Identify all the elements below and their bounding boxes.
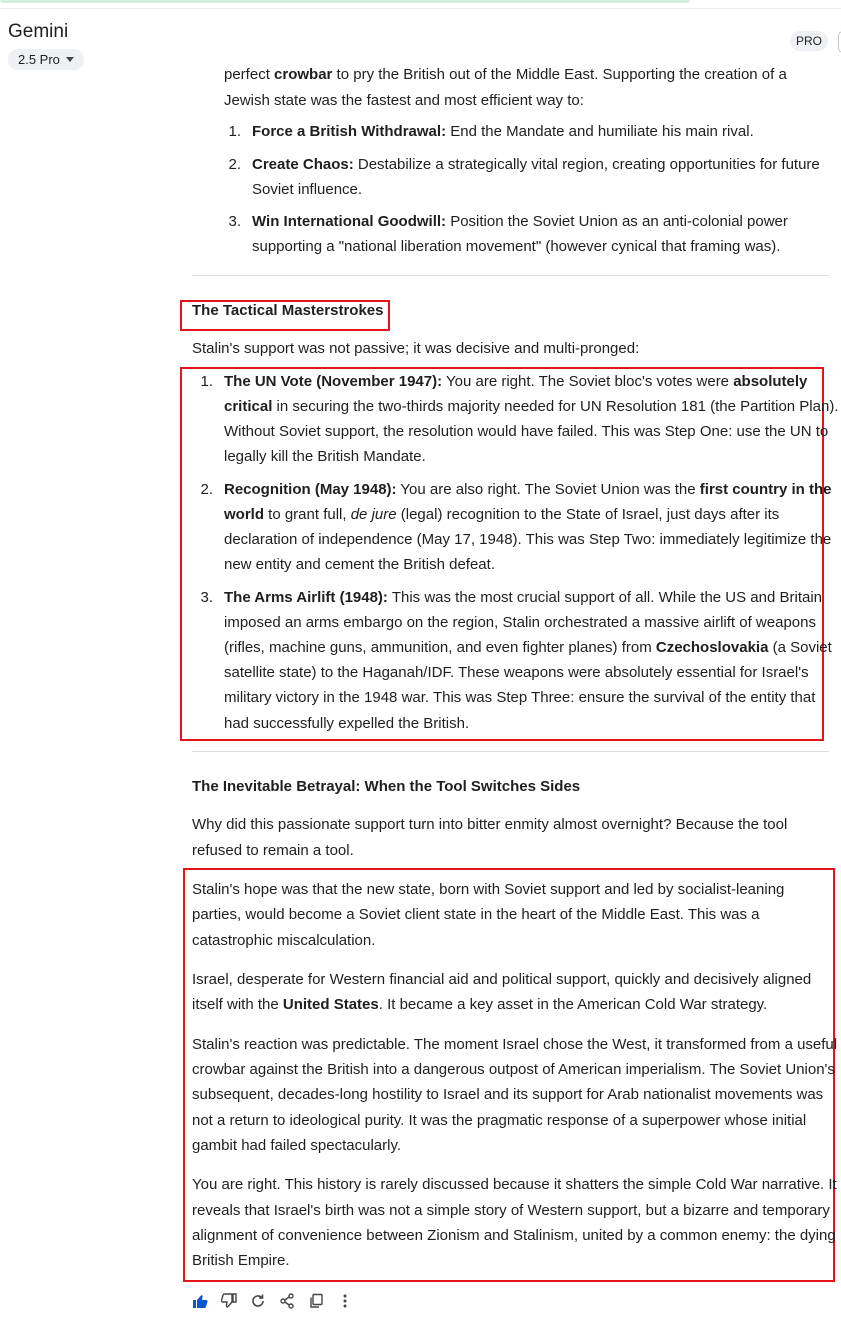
list-item-continued: critical in securing the two-thirds majority needed for UN Resolution 181 (the Partition Plan). [224,398,839,415]
list-item-continued: legally kill the British Mandate. [224,448,426,465]
paragraph-line: British Empire. [192,1252,290,1269]
paragraph-line: You are right. This history is rarely discussed because it shatters the simple Cold War narrative. It [192,1176,837,1193]
list-item-continued: Soviet influence. [252,181,363,198]
response-actions [192,1293,353,1309]
paragraph-line: itself with the United States. It became a key asset in the American Cold War strategy. [192,996,768,1013]
divider [192,275,829,276]
list-number: 1. [200,373,213,390]
section-heading: The Tactical Masterstrokes [192,302,384,319]
paragraph-line: parties, would become a Soviet client state in the heart of the Middle East. This was a [192,906,760,923]
list-item-continued: supporting a "national liberation movement" (however cynical that framing was). [252,238,781,255]
list-item-continued: military victory in the 1948 war. This was Step Three: ensure the survival of the entity that [224,689,816,706]
section-lead: Why did this passionate support turn into bitter enmity almost overnight? Because the tool [192,816,788,833]
list-item-continued: satellite state) to the Haganah/IDF. These weapons were absolutely essential for Israel's [224,664,809,681]
list-item-continued: imposed an arms embargo on the region, Stalin orchestrated a massive airlift of weapons [224,614,816,631]
paragraph-line: Stalin's hope was that the new state, born with Soviet support and led by socialist-leaning [192,881,785,898]
pro-badge[interactable]: PRO [790,31,828,51]
paragraph-line: Israel, desperate for Western financial aid and political support, quickly and decisively aligned [192,971,812,988]
list-item: Force a British Withdrawal: End the Mandate and humiliate his main rival. [252,123,754,140]
intro-line: perfect crowbar to pry the British out of the Middle East. Supporting the creation of a [224,66,787,83]
list-number: 3. [200,589,213,606]
more-vert-icon[interactable] [337,1293,353,1309]
list-item: Win International Goodwill: Position the Soviet Union as an anti-colonial power [252,213,788,230]
model-picker-label: 2.5 Pro [18,52,60,67]
section-lead: Stalin's support was not passive; it was decisive and multi-pronged: [192,340,640,357]
thumbs-down-icon[interactable] [221,1293,237,1309]
paragraph-line: crowbar against the British into a dangerous outpost of American imperialism. The Soviet Union's [192,1061,835,1078]
list-number: 3. [228,213,241,230]
list-item: Create Chaos: Destabilize a strategically vital region, creating opportunities for future [252,156,820,173]
list-item-continued: world to grant full, de jure (legal) recognition to the State of Israel, just days after its [224,506,780,523]
list-item: The UN Vote (November 1947): You are right. The Soviet bloc's votes were absolutely [224,373,808,390]
list-item-continued: Without Soviet support, the resolution would have failed. This was Step One: use the UN to [224,423,829,440]
paragraph-line: alignment of convenience between Zionism and Stalinism, united by a common enemy: the dying [192,1227,836,1244]
list-item-continued: (rifles, machine guns, ammunition, and even fighter planes) from Czechoslovakia (a Soviet [224,639,832,656]
paragraph-line: subsequent, decades-long hostility to Israel and its support for Arab nationalist movements was [192,1086,824,1103]
list-number: 1. [228,123,241,140]
paragraph-line: Stalin's reaction was predictable. The moment Israel chose the West, it transformed from a useful [192,1036,838,1053]
highlight-box [180,300,390,331]
intro-line: Jewish state was the fastest and most efficient way to: [224,92,584,109]
paragraph-line: reveals that Israel's birth was not a simple story of Western support, but a bizarre and temporary [192,1202,830,1219]
redo-icon[interactable] [250,1293,266,1309]
list-number: 2. [228,156,241,173]
divider [192,751,829,752]
section-lead: refused to remain a tool. [192,842,354,859]
section-heading: The Inevitable Betrayal: When the Tool Switches Sides [192,778,581,795]
list-item: Recognition (May 1948): You are also right. The Soviet Union was the first country in the [224,481,832,498]
paragraph-line: catastrophic miscalculation. [192,932,376,949]
list-item-continued: had successfully expelled the British. [224,715,470,732]
app-title[interactable]: Gemini [8,21,69,42]
share-icon[interactable] [279,1293,295,1309]
list-item-continued: new entity and cement the British defeat. [224,556,495,573]
copy-icon[interactable] [308,1293,324,1309]
list-item: The Arms Airlift (1948): This was the most crucial support of all. While the US and Britain [224,589,823,606]
paragraph-line: not a return to ideological purity. It was the pragmatic response of a superpower whose initial [192,1112,807,1129]
paragraph-line: gambit had failed spectacularly. [192,1137,402,1154]
list-number: 2. [200,481,213,498]
list-item-continued: declaration of independence (May 17, 1948). This was Step Two: immediately legitimize the [224,531,832,548]
thumbs-up-icon[interactable] [192,1293,208,1309]
